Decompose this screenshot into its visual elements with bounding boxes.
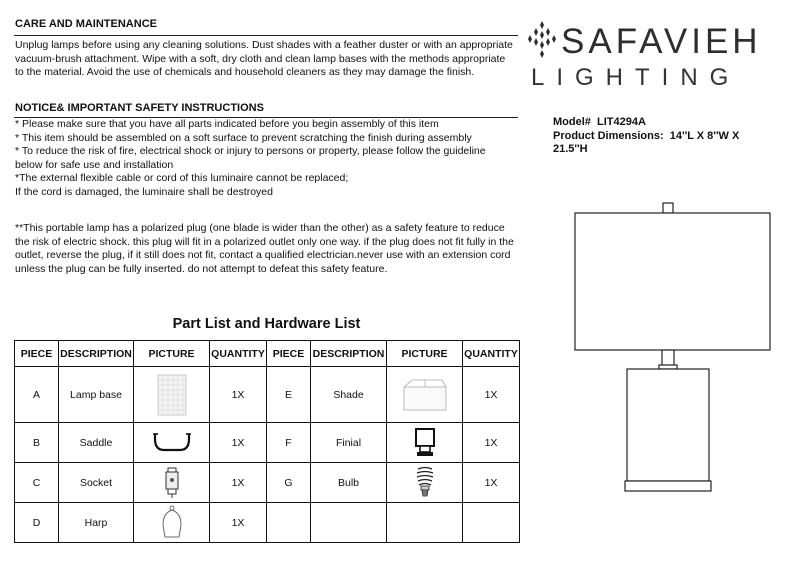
piece-cell: B bbox=[15, 423, 59, 463]
picture-cell bbox=[387, 463, 463, 503]
finial-icon bbox=[413, 427, 437, 459]
quantity-cell: 1X bbox=[463, 423, 520, 463]
piece-cell: A bbox=[15, 367, 59, 423]
notice-title: NOTICE& IMPORTANT SAFETY INSTRUCTIONS bbox=[15, 102, 264, 114]
piece-cell: F bbox=[267, 423, 311, 463]
piece-cell: E bbox=[267, 367, 311, 423]
description-cell: Socket bbox=[59, 463, 134, 503]
picture-cell bbox=[387, 503, 463, 543]
plug-line: outlet, reverse the plug, if it still does not fit, contact a qualified electrician.never use with an extension cord bbox=[15, 249, 511, 262]
description-cell: Lamp base bbox=[59, 367, 134, 423]
plug-line: unless the plug can be fully inserted. do not attempt to defeat this safety feature. bbox=[15, 262, 388, 275]
notice-text bbox=[15, 118, 486, 200]
header-picture: PICTURE bbox=[134, 341, 210, 367]
brand-name: SAFAVIEH bbox=[561, 22, 762, 61]
description-cell: Saddle bbox=[59, 423, 134, 463]
description-cell: Shade bbox=[311, 367, 387, 423]
saddle-icon bbox=[152, 430, 192, 456]
piece-cell: D bbox=[15, 503, 59, 543]
product-dimensions: Product Dimensions: 14''L X 8''W X bbox=[553, 129, 740, 142]
product-dimensions-cont: 21.5''H bbox=[553, 143, 588, 155]
quantity-cell: 1X bbox=[463, 463, 520, 503]
table-lamp-drawing-icon bbox=[570, 200, 776, 496]
piece-cell: G bbox=[267, 463, 311, 503]
picture-cell bbox=[387, 423, 463, 463]
quantity-cell: 1X bbox=[463, 367, 520, 423]
shade-icon bbox=[400, 378, 450, 412]
lamp-base-icon bbox=[157, 374, 187, 416]
care-title: CARE AND MAINTENANCE bbox=[15, 18, 157, 30]
table-row bbox=[15, 463, 520, 503]
care-line: vacuum-brush attachment. Wipe with a soft, dry cloth and clean lamp bases with the methods appropriate bbox=[15, 52, 506, 65]
parts-table bbox=[14, 340, 520, 543]
quantity-cell: 1X bbox=[210, 367, 267, 423]
table-row bbox=[15, 423, 520, 463]
notice-line: * To reduce the risk of fire, electrical shock or injury to persons or property, please follow the guideline bbox=[15, 145, 486, 158]
header-quantity: QUANTITY bbox=[463, 341, 520, 367]
plug-line: the risk of electric shock. this plug will fit in a polarized outlet only one way. if the plug does not fit fully in the bbox=[15, 235, 514, 248]
table-row bbox=[15, 367, 520, 423]
header-description: DESCRIPTION bbox=[311, 341, 387, 367]
bulb-icon bbox=[414, 466, 436, 500]
picture-cell bbox=[134, 367, 210, 423]
description-cell: Finial bbox=[311, 423, 387, 463]
care-divider bbox=[14, 35, 518, 36]
parts-header-row bbox=[15, 341, 520, 367]
plug-line: **This portable lamp has a polarized plug (one blade is wider than the other) as a safety feature to reduce bbox=[15, 222, 505, 234]
notice-line: below for safe use and installation bbox=[15, 158, 174, 171]
description-cell bbox=[311, 503, 387, 543]
table-row bbox=[15, 503, 520, 543]
picture-cell bbox=[387, 367, 463, 423]
care-line: to the material. Avoid the use of chemicals and household cleaners as they may damage the finish. bbox=[15, 66, 475, 79]
header-piece: PIECE bbox=[267, 341, 311, 367]
care-text bbox=[15, 39, 513, 80]
picture-cell bbox=[134, 463, 210, 503]
description-cell: Harp bbox=[59, 503, 134, 543]
header-picture: PICTURE bbox=[387, 341, 463, 367]
notice-line: *The external flexible cable or cord of this luminaire cannot be replaced; bbox=[15, 172, 349, 185]
picture-cell bbox=[134, 423, 210, 463]
piece-cell: C bbox=[15, 463, 59, 503]
quantity-cell: 1X bbox=[210, 423, 267, 463]
quantity-cell: 1X bbox=[210, 503, 267, 543]
piece-cell bbox=[267, 503, 311, 543]
header-quantity: QUANTITY bbox=[210, 341, 267, 367]
socket-icon bbox=[163, 467, 181, 499]
care-line: Unplug lamps before using any cleaning solutions. Dust shades with a feather duster or with an appropriate bbox=[15, 39, 513, 51]
notice-line: * Please make sure that you have all parts indicated before you begin assembly of this item bbox=[15, 118, 439, 130]
picture-cell bbox=[134, 503, 210, 543]
brand-subtitle: LIGHTING bbox=[531, 64, 741, 91]
chandelier-logo-icon bbox=[525, 20, 559, 58]
description-cell: Bulb bbox=[311, 463, 387, 503]
product-info bbox=[553, 116, 739, 157]
model-number: Model# LIT4294A bbox=[553, 116, 646, 128]
parts-table-title: Part List and Hardware List bbox=[172, 316, 361, 332]
notice-line: If the cord is damaged, the luminaire shall be destroyed bbox=[15, 185, 273, 198]
quantity-cell: 1X bbox=[210, 463, 267, 503]
notice-line: * This item should be assembled on a soft surface to prevent scratching the finish during assembly bbox=[15, 131, 472, 144]
header-description: DESCRIPTION bbox=[59, 341, 134, 367]
plug-warning-text bbox=[15, 222, 514, 276]
harp-icon bbox=[157, 505, 187, 541]
header-piece: PIECE bbox=[15, 341, 59, 367]
quantity-cell bbox=[463, 503, 520, 543]
